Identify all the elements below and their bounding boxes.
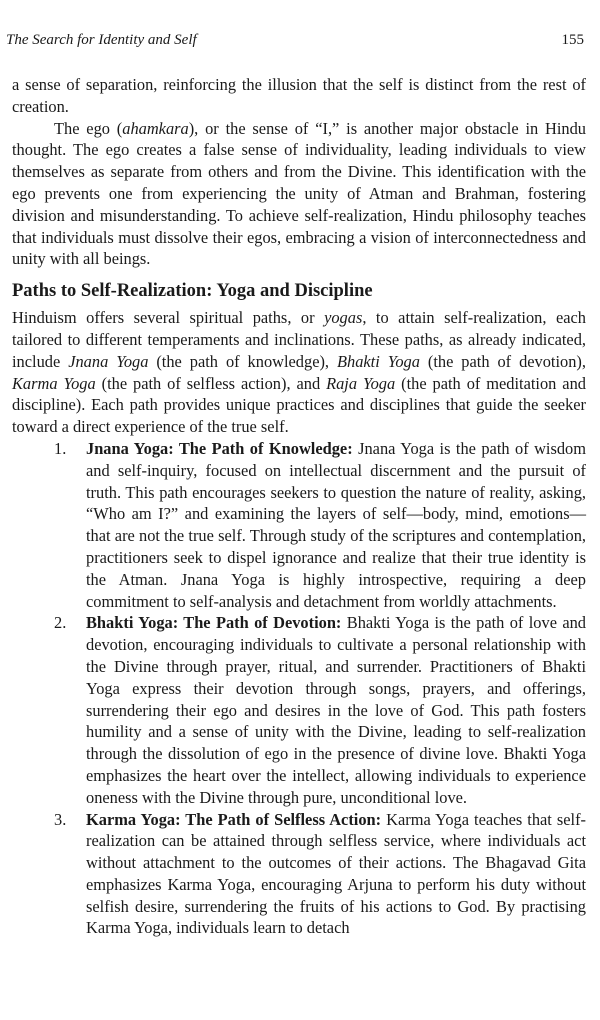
list-text: Jnana Yoga is the path of wisdom and self-inquiry, focused on intellectual discernment and the pursuit of truth. This path encourages seekers to question the nature of reality, asking, “Who am I?” and examining the layers of self—body, mind, emotions—that are not the true self. Through study of the scriptures and contemplation, practitioners seek to dispel ignorance and realize that their true identity is the Atman. Jnana Yoga is highly introspective, requiring a deep commitment to self-analysis and detachment from worldly attachments. [86, 438, 586, 611]
list-term: Jnana Yoga: The Path of Knowledge: [86, 438, 353, 458]
list-item [12, 612, 586, 808]
list-item [12, 438, 586, 612]
list-text: Bhakti Yoga is the path of love and devotion, encouraging individuals to cultivate a personal relationship with the Divine through prayer, ritual, and surrender. Practitioners of Bhakti Yoga express their devotion through songs, prayers, and offerings, surrendering their ego and desires in the love of God. This path fosters humility and a sense of unity with the Divine, leading to self-realization through the dissolution of ego in the presence of divine love. Bhakti Yoga emphasizes the heart over the intellect, allowing individuals to experience oneness with the Divine through pure, unconditional love. [86, 613, 586, 807]
term-ahamkara: ahamkara [122, 118, 189, 138]
list-number: 2. [54, 613, 67, 633]
paragraph-ego: The ego (ahamkara), or the sense of “I,” is another major obstacle in Hindu thought. The ego creates a false sense of individuality, leading individuals to view themselves as separate from others and from the Divine. This identification with the ego prevents one from experiencing the unity of Atman and Brahman, fostering division and misunderstanding. To achieve self-realization, Hindu philosophy teaches that individuals must dissolve their egos, embracing a vision of interconnectedness and unity with all beings. [12, 118, 586, 269]
list-item [12, 809, 586, 940]
running-title: The Search for Identity and Self [6, 32, 197, 48]
section-heading: Paths to Self-Realization: Yoga and Discipline [12, 281, 373, 302]
list-term: Karma Yoga: The Path of Selfless Action: [86, 809, 382, 829]
list-text: Karma Yoga teaches that self-realization can be attained through selfless service, where individuals act without attachment to the outcomes of their actions. The Bhagavad Gita emphasizes Karma Yoga, encouraging Arjuna to perform his duty without selfish desire, surrendering the fruits of his actions to God. By practising Karma Yoga, individuals learn to detach [86, 809, 586, 938]
running-head [6, 32, 584, 49]
list-number: 3. [54, 809, 67, 829]
page-number: 155 [561, 32, 584, 48]
paragraph-continued: a sense of separation, reinforcing the illusion that the self is distinct from the rest of creation. [12, 75, 586, 116]
list-number: 1. [54, 438, 67, 458]
list-term: Bhakti Yoga: The Path of Devotion: [86, 613, 342, 633]
yoga-paths-list [12, 438, 586, 939]
paragraph-paths-intro: Hinduism offers several spiritual paths, or yogas, to attain self-realization, each tailored to different temperaments and inclinations. These paths, as already indicated, include Jnana Yoga (the path of knowledge), Bhakti Yoga (the path of devotion), Karma Yoga (the path of selfless action), and Raja Yoga (the path of meditation and discipline). Each path provides unique practices and disciplines that guide the seeker toward a direct experience of the true self. [12, 308, 586, 437]
body-text [12, 74, 586, 939]
